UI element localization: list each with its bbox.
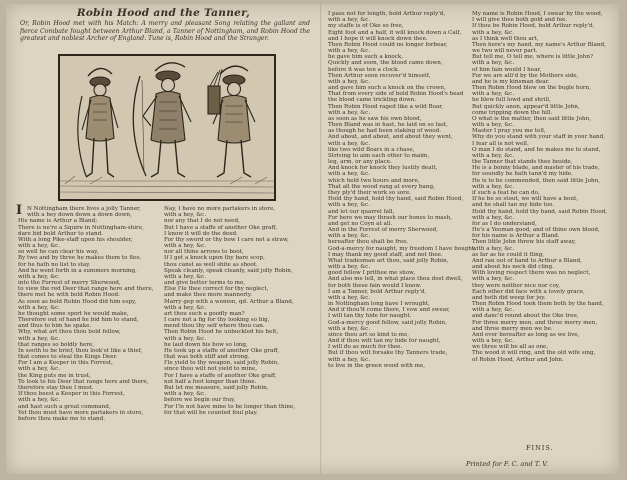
verse-line: Else I'le thee correct for thy neglect, [164, 286, 269, 293]
verse-line: with a hey, &c. [18, 304, 61, 311]
verse-line: art thou such a goodly man? [164, 310, 245, 317]
verse-line: Striving to aim each other to maim, [328, 152, 430, 159]
verse-line: I care not a fig for thy looking so big, [164, 317, 270, 324]
verse-line: To look to his Deer that range here and there, [18, 378, 149, 385]
verse-line: Quickly and soon, the blood came down, [328, 60, 443, 67]
verse-line: with a hey, &c. [328, 171, 371, 178]
verse-line: Speak cleanly, speak cleanly, said jolly Robin, [164, 267, 293, 274]
drop-capital: I [16, 203, 23, 218]
verse-line: And ever hereafter as long as we live, [472, 331, 580, 338]
verse-line: the Tanner that stands thee beside, [472, 159, 573, 166]
verse-line: with a hey, &c. [472, 276, 515, 283]
verse-line: For thy sword or thy bow I care not a straw, [164, 236, 289, 243]
verse-line: with a hey, &c. [328, 140, 371, 147]
verse-line: nor any that I do not need, [164, 218, 240, 225]
verse-line: I will tan thy hide for naught. [328, 313, 412, 320]
verse-line: with a hey, &c. [472, 214, 515, 221]
verse-line: Hold thy hand, hold thy hand, said Robin Hood, [472, 208, 608, 215]
verse-line: therefore stay thee I must. [18, 384, 94, 391]
verse-line: My name is Robin Hood, I swear by the wood, [472, 11, 603, 17]
verse-line: I will give thee both gold and fee. [472, 17, 568, 24]
verse-line: leg, arm, or any place. [328, 159, 392, 166]
verse-line: I'le yield to thy weapon, said jolly Robin, [164, 360, 280, 367]
verse-line: he gave him such a knock, [328, 54, 404, 61]
verse-line: I know it will do the deed. [164, 230, 238, 237]
verse-line: so well he can clear his way, [18, 249, 99, 256]
verse-line: with a hey, &c. [164, 273, 207, 280]
verse-line: with a hey, &c. [164, 243, 207, 250]
text-column-3 [328, 11, 476, 369]
verse-line: and make thee more mannerly. [164, 292, 252, 299]
center-fold [320, 4, 322, 474]
verse-line: and hast such a great command, [18, 403, 111, 410]
verse-line: Why, what art thou thou bold fellow, [18, 329, 121, 336]
verse-line: and danc'd round about the Oke tree, [472, 313, 579, 320]
verse-line: What tradesman art thou, said jolly Robin, [328, 257, 449, 264]
verse-line: with a hey, &c. [164, 212, 207, 219]
verse-line: with a hey down down a down down, [27, 212, 132, 219]
verse-line: That from every side of bold Robin Hood's head [328, 91, 464, 98]
verse-line: and gave him such a knock on the crown, [328, 85, 446, 92]
verse-line: For three merry men, and three merry men, [472, 319, 598, 326]
verse-line: But let me measure, said jolly Robin, [164, 384, 269, 391]
verse-line: I may thank my good staff, and not thee. [328, 251, 443, 258]
verse-line: mend thou thy self where thou can. [164, 323, 265, 330]
verse-line: with a hey, &c. [164, 304, 207, 311]
verse-line: He took up a staffe of another Oke graff, [164, 347, 280, 354]
verse-line: Eight foot and a half, it will knock down a Calf, [328, 29, 462, 36]
verse-line: And knock for knock they lustily dealt, [328, 165, 438, 172]
verse-line: for that will be counted foul play. [164, 409, 258, 416]
verse-line: not half a foot longer than thine. [164, 378, 257, 385]
verse-line: nor all thine arrows to boot, [164, 249, 244, 256]
verse-line: as though he had been staking of wood. [328, 128, 442, 135]
verse-line: Why do you stand with your staff in your hand, [472, 134, 605, 141]
verse-line: Then Robin Hood raged like a wild Boar, [328, 103, 444, 110]
verse-line: with a hey, &c. [472, 338, 515, 345]
verse-line: He is a bonny blade, and master of his trade, [472, 165, 600, 172]
verse-line: with a hey, &c. [18, 243, 61, 250]
verse-line: N Nottingham there lives a jolly Tanner, [27, 206, 141, 212]
verse-line: In sooth to be brief, thou look'st like a thief, [18, 347, 143, 354]
verse-line: into the Forrest of merry Sherwood, [18, 280, 121, 287]
verse-line: he thought some sport he would make, [18, 310, 129, 317]
verse-line: with a hey, &c. [472, 60, 515, 67]
printer-imprint: Printed for F. C. and T. V. [466, 460, 548, 468]
verse-line: and give better terms to me, [164, 280, 246, 287]
verse-line: there met he with bold Robin Hood. [18, 292, 120, 299]
verse-line: By two and by three he makes them to flee, [18, 255, 142, 262]
verse-line: good fellow I prithee me show, [328, 270, 415, 277]
verse-line: the blood came trickling down. [328, 97, 417, 104]
verse-line: since thou art so kind to me, [328, 331, 410, 338]
verse-line: we three will be all as one, [472, 344, 549, 351]
text-column-2 [164, 206, 314, 416]
verse-line: of Robin Hood, Arthur and John. [472, 356, 564, 363]
verse-line: Each other did face with a lovely grace, [472, 288, 585, 295]
verse-line: There is ne're a Squire in Nottingham-shire, [18, 224, 144, 231]
verse-line: And if thou wilt tan my hide for naught, [328, 338, 441, 345]
verse-line: As soon as bold Robin Hood did him espy, [18, 298, 137, 305]
verse-line: with a hey, &c. [472, 245, 515, 252]
verse-line: with a hey, &c. [328, 264, 371, 271]
verse-line: with a hey, &c. [18, 366, 61, 373]
verse-line: And if thou'lt come there, I vow and swear, [328, 307, 450, 314]
verse-line: I fear all is not well. [472, 140, 529, 147]
verse-line: with a hey, &c. [328, 356, 371, 363]
verse-line: hereafter thou shalt be free. [328, 239, 409, 246]
verse-line: and he is my kinsman dear. [472, 78, 550, 85]
verse-line: But I have a staffe of another Oke graff, [164, 224, 277, 231]
verse-line: and let our quarrel fall, [328, 208, 395, 215]
verse-line: Then Robin Hood he unbuckled his belt, [164, 329, 279, 336]
verse-line: I will do as much for thee. [328, 344, 403, 351]
verse-line: If thou beest a Keeper in this Forrest, [18, 391, 125, 398]
verse-line: Then little John threw his staff away, [472, 239, 576, 246]
verse-line: we two will never part. [472, 48, 538, 55]
verse-line: with a hey, &c. [328, 17, 371, 24]
verse-line: Then here's my hand, my name's Arthur Bland, [472, 41, 606, 48]
verse-line: But if thou wilt forsake thy Tanners trade, [328, 350, 448, 357]
verse-line: That all the wood rang at every bang, [328, 183, 435, 190]
verse-line: with a hey, &c. [328, 325, 371, 332]
verse-line: and about his neck did cling. [472, 264, 554, 271]
verse-line: He is to be commended, then said little John, [472, 177, 600, 184]
verse-line: and both did weep for joy. [472, 294, 546, 301]
verse-line: in Nottingham long have I wrought, [328, 301, 430, 308]
verse-line: they were neither nice nor coy, [472, 282, 561, 289]
verse-line: For I am a Keeper in this Forrest, [18, 360, 113, 367]
verse-line: with a hey, &c. [472, 122, 515, 129]
verse-line: If thou be Robin Hood, bold Arthur reply'd, [472, 23, 595, 30]
verse-line: to view the red Deer that range here and there, [18, 286, 154, 293]
verse-line: with a hey, &c. [328, 202, 371, 209]
text-column-4 [472, 11, 617, 363]
verse-line: like two wild Boars in a chase, [328, 146, 415, 153]
verse-line: The wood it will ring, and the old wife sing, [472, 350, 596, 357]
verse-line: and get no Coyn at all. [328, 220, 393, 227]
verse-line: for his name is Arthur a Bland. [472, 233, 560, 240]
verse-line: since thou wilt not yield to mine, [164, 366, 258, 373]
finis-mark: FINIS. [526, 444, 554, 452]
verse-line: Marry gep with a wenion, qd. Arthur a Bland, [164, 298, 294, 305]
verse-line: and thus to him he spake. [18, 323, 92, 330]
verse-line: But quickly anon, appear'd little John, [472, 103, 580, 110]
verse-line: With a long Pike-staff upon his shoulder, [18, 236, 133, 243]
verse-line: as soon as he saw his own blood, [328, 115, 422, 122]
verse-line: for both these fain would I know. [328, 282, 422, 289]
verse-line: that comes to steal the Kings Deer. [18, 354, 118, 361]
verse-line: my staffe is of Oke so free, [328, 23, 404, 30]
verse-line: with a hey, &c. [328, 48, 371, 55]
verse-line: And about, and about, and about they went, [328, 134, 453, 141]
verse-line: with a hey, &c. [164, 391, 207, 398]
verse-line: He's a Yeoman good, and of thine own blood, [472, 227, 600, 234]
verse-line: for as I do understand, [472, 220, 537, 227]
verse-line: that ranges so boldly here, [18, 341, 95, 348]
verse-line: with a hey, &c. [472, 29, 515, 36]
verse-line: Then Robin Hood blew on the bugle horn, [472, 85, 591, 92]
verse-line: the King puts me in trust, [18, 372, 91, 379]
verse-line: And he went forth in a summers morning, [18, 267, 137, 274]
verse-line: he blew full lowd and shrill, [472, 97, 551, 104]
verse-line: and I hope it will knock down thee. [328, 35, 428, 42]
verse-line: of him fain would I hear, [472, 66, 542, 73]
verse-line: Then Arthur soon recover'd himself, [328, 72, 431, 79]
verse-line: Therefore out of hand he bid him to stand, [18, 317, 139, 324]
verse-line: Nay, I have no more partakers in store, [164, 206, 276, 212]
verse-line: with a hey, &c. [18, 397, 61, 404]
verse-line: with a hey, &c. [472, 183, 515, 190]
text-column-1 [16, 203, 163, 422]
verse-line: I pass not for length, bold Arthur reply'd, [328, 11, 446, 17]
verse-line: thou canst as well shite as shoot. [164, 261, 258, 268]
verse-line: God-a-mercy for naught, my freedom I have bought, [328, 245, 476, 252]
verse-line: with a hey, &c. [164, 335, 207, 342]
verse-line: with a hey, &c. [18, 273, 61, 280]
verse-line: for he hath no list to stay. [18, 261, 91, 268]
verse-line: come tripping down the hill. [472, 109, 553, 116]
broadside-sheet [6, 4, 619, 474]
verse-line: God-a-mercy good fellow, said jolly Robin, [328, 319, 447, 326]
verse-line: And ran out of hand to Arthur a Bland, [472, 257, 582, 264]
verse-line: With loving respect there was no neglect, [472, 270, 591, 277]
verse-line: that was both stiff and strong. [164, 354, 250, 361]
verse-line: Hold thy hand, hold thy hand, said Robin Hood, [328, 196, 464, 203]
verse-line: O what is the matter, then said little John, [472, 115, 591, 122]
verse-line: dare bid bold Arthur to stand. [18, 230, 103, 237]
verse-line: I am a Tanner, bold Arthur reply'd, [328, 288, 427, 295]
ballad-subtitle: Or, Robin Hood met with his Match: A merry and pleasant Song relating the gallant and fierce Combate fought between Arthur Bland, a Tanner of Nottingham, and Robin Hood the greatest and noblest Archer of England. Tune is, Robin Hood and the Stranger. [20, 20, 310, 43]
verse-line: with a hey, &c. [328, 233, 371, 240]
verse-line: Yet thou must have more partakers in store, [18, 409, 144, 416]
verse-line: before it was ten a clock. [328, 66, 400, 73]
verse-line: with a hey, &c. [328, 294, 371, 301]
verse-line: they ply'd their work so sore. [328, 189, 411, 196]
verse-line: which held two hours and more, [328, 177, 420, 184]
verse-line: For here we may thrash our bones to mash, [328, 214, 452, 221]
woodcut-illustration [58, 54, 276, 201]
verse-line: with a hey, &c. [472, 307, 515, 314]
verse-line: to live in the green wood with me, [328, 362, 426, 369]
verse-line: Master I pray you me tell, [472, 128, 546, 135]
verse-line: For I have a staffe of another Oke graff, [164, 372, 277, 379]
verse-line: with a hey, &c. [328, 78, 371, 85]
verse-line: for soundly he hath tann'd my hide. [472, 171, 573, 178]
verse-line: as I think well thou art, [472, 35, 539, 42]
verse-line: Then Bland was in hast, he laid on so fast, [328, 122, 448, 129]
verse-line: with a hey, &c. [472, 91, 515, 98]
ballad-title: Robin Hood and the Tanner, [76, 7, 251, 19]
verse-line: For I'le not have mine to be longer than thine, [164, 403, 296, 410]
verse-line: For we are alli'd by the Mothers side, [472, 72, 579, 79]
verse-line: And in the Forrest of merry Sherwood, [328, 227, 439, 234]
verse-line: If I get a knock upon thy bare scop, [164, 255, 265, 262]
verse-line: O man I do stand, and he makes me to stand, [472, 146, 601, 153]
verse-line: with a hey, &c. [472, 152, 515, 159]
verse-line: before we begin our fray, [164, 397, 236, 404]
verse-line: he laid down his bow so long, [164, 341, 248, 348]
verse-line: and three merry men we be. [472, 325, 553, 332]
verse-line: But tell me, O tell me, where is little John? [472, 54, 593, 61]
verse-line: And also me tell, in what place thou dost dwell, [328, 276, 463, 283]
verse-line: and he shall tan my hide too. [472, 202, 555, 209]
verse-line: if such a feat he can do, [472, 189, 540, 196]
verse-line: Then Robin Hood took them both by the hand, [472, 301, 604, 308]
verse-line: If he be so stout, we will have a bout, [472, 196, 579, 203]
verse-line: with a hey, &c. [18, 335, 61, 342]
verse-line: as far as he could it fling, [472, 251, 545, 258]
verse-line: Then Robin Hood could no longer forbear, [328, 41, 448, 48]
verse-line: with a hey, &c. [328, 109, 371, 116]
verse-line: before thou make me to stand. [18, 415, 106, 422]
three-archers-woodcut-icon [60, 56, 274, 199]
verse-line: His name is Arthur a Bland; [18, 218, 98, 225]
